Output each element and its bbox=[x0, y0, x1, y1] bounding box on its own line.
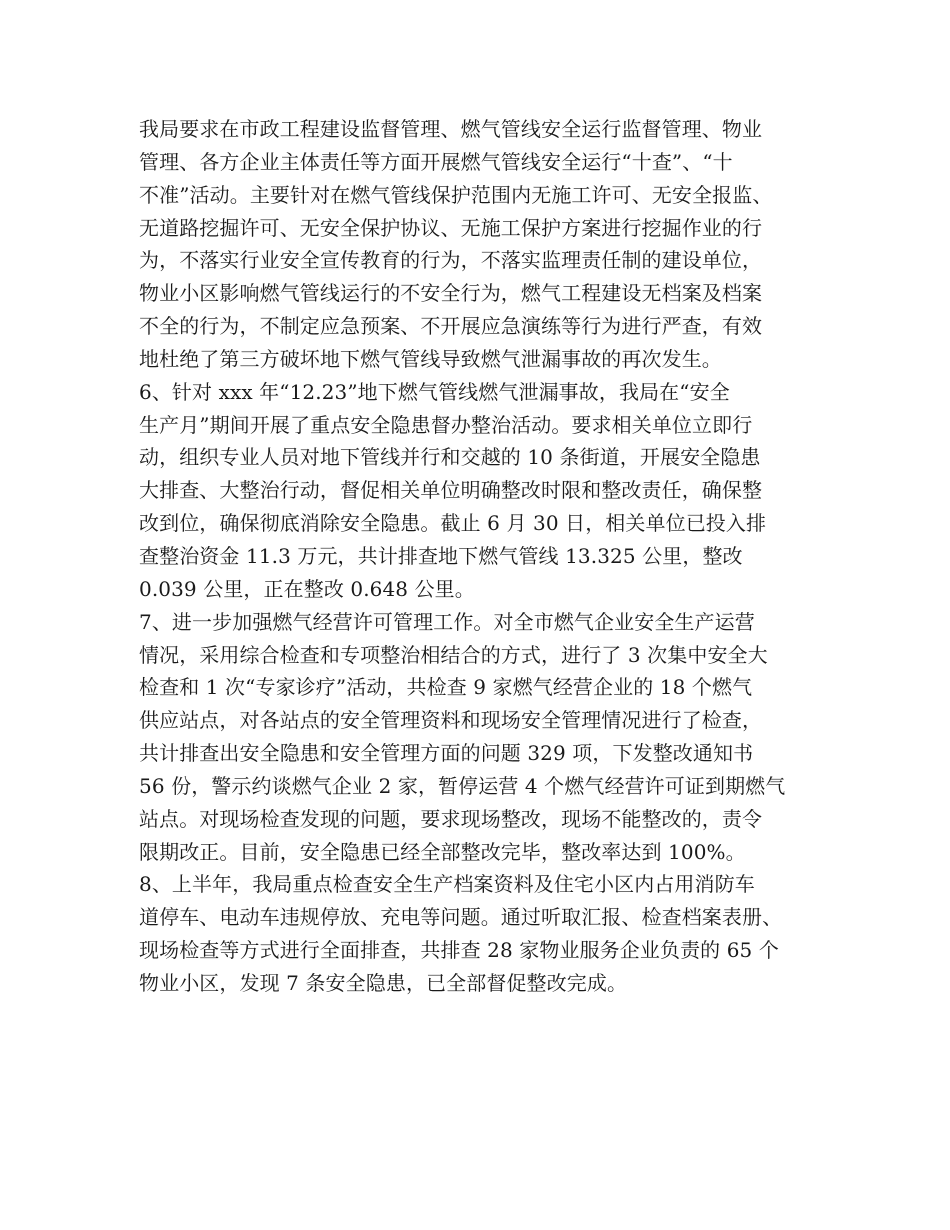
text-line: 检查和 1 次“专家诊疗”活动，共检查 9 家燃气经营企业的 18 个燃气 bbox=[139, 675, 753, 700]
text-line: 共计排查出安全隐患和安全管理方面的问题 329 项，下发整改通知书 bbox=[139, 741, 754, 766]
text-line: 地杜绝了第三方破坏地下燃气管线导致燃气泄漏事故的再次发生。 bbox=[139, 346, 722, 371]
text-line: 情况，采用综合检查和专项整治相结合的方式，进行了 3 次集中安全大 bbox=[139, 642, 768, 667]
text-line: 站点。对现场检查发现的问题，要求现场整改，现场不能整改的，责令 bbox=[139, 806, 763, 831]
text-line: 现场检查等方式进行全面排查，共排查 28 家物业服务企业负责的 65 个 bbox=[139, 938, 779, 963]
text-line: 道停车、电动车违规停放、充电等问题。通过听取汇报、检查档案表册、 bbox=[139, 905, 783, 930]
text-line: 我局要求在市政工程建设监督管理、燃气管线安全运行监督管理、物业 bbox=[139, 117, 763, 141]
text-line: 6、针对 xxx 年“12.23”地下燃气管线燃气泄漏事故，我局在“安全 bbox=[139, 379, 730, 404]
text-line: 8、上半年，我局重点检查安全生产档案资料及住宅小区内占用消防车 bbox=[139, 872, 755, 897]
text-line: 生产月”期间开展了重点安全隐患督办整治活动。要求相关单位立即行 bbox=[139, 412, 753, 437]
text-line: 管理、各方企业主体责任等方面开展燃气管线安全运行“十查”、“十 bbox=[139, 149, 733, 174]
text-line: 不准”活动。主要针对在燃气管线保护范围内无施工许可、无安全报监、 bbox=[139, 182, 773, 207]
text-line: 大排查、大整治行动，督促相关单位明确整改时限和整改责任，确保整 bbox=[139, 478, 763, 503]
text-line: 动，组织专业人员对地下管线并行和交越的 10 条街道，开展安全隐患 bbox=[139, 445, 761, 470]
text-line: 供应站点，对各站点的安全管理资料和现场安全管理情况进行了检查， bbox=[139, 708, 763, 733]
text-line: 不全的行为，不制定应急预案、不开展应急演练等行为进行严查，有效 bbox=[139, 314, 763, 339]
text-line: 7、进一步加强燃气经营许可管理工作。对全市燃气企业安全生产运营 bbox=[139, 609, 755, 634]
text-line: 0.039 公里，正在整改 0.648 公里。 bbox=[139, 576, 475, 601]
text-line: 限期改正。目前，安全隐患已经全部整改完毕，整改率达到 100%。 bbox=[139, 839, 746, 864]
text-line: 物业小区影响燃气管线运行的不安全行为，燃气工程建设无档案及档案 bbox=[139, 281, 763, 306]
text-line: 查整治资金 11.3 万元，共计排查地下燃气管线 13.325 公里，整改 bbox=[139, 543, 743, 568]
text-line: 为，不落实行业安全宣传教育的行为，不落实监理责任制的建设单位， bbox=[139, 248, 763, 273]
text-line: 无道路挖掘许可、无安全保护协议、无施工保护方案进行挖掘作业的行 bbox=[139, 215, 763, 240]
text-line: 56 份，警示约谈燃气企业 2 家，暂停运营 4 个燃气经营许可证到期燃气 bbox=[139, 773, 786, 798]
document-body bbox=[139, 113, 859, 1000]
text-line: 物业小区，发现 7 条安全隐患，已全部督促整改完成。 bbox=[139, 970, 628, 995]
text-line: 改到位，确保彻底消除安全隐患。截止 6 月 30 日，相关单位已投入排 bbox=[139, 511, 767, 536]
